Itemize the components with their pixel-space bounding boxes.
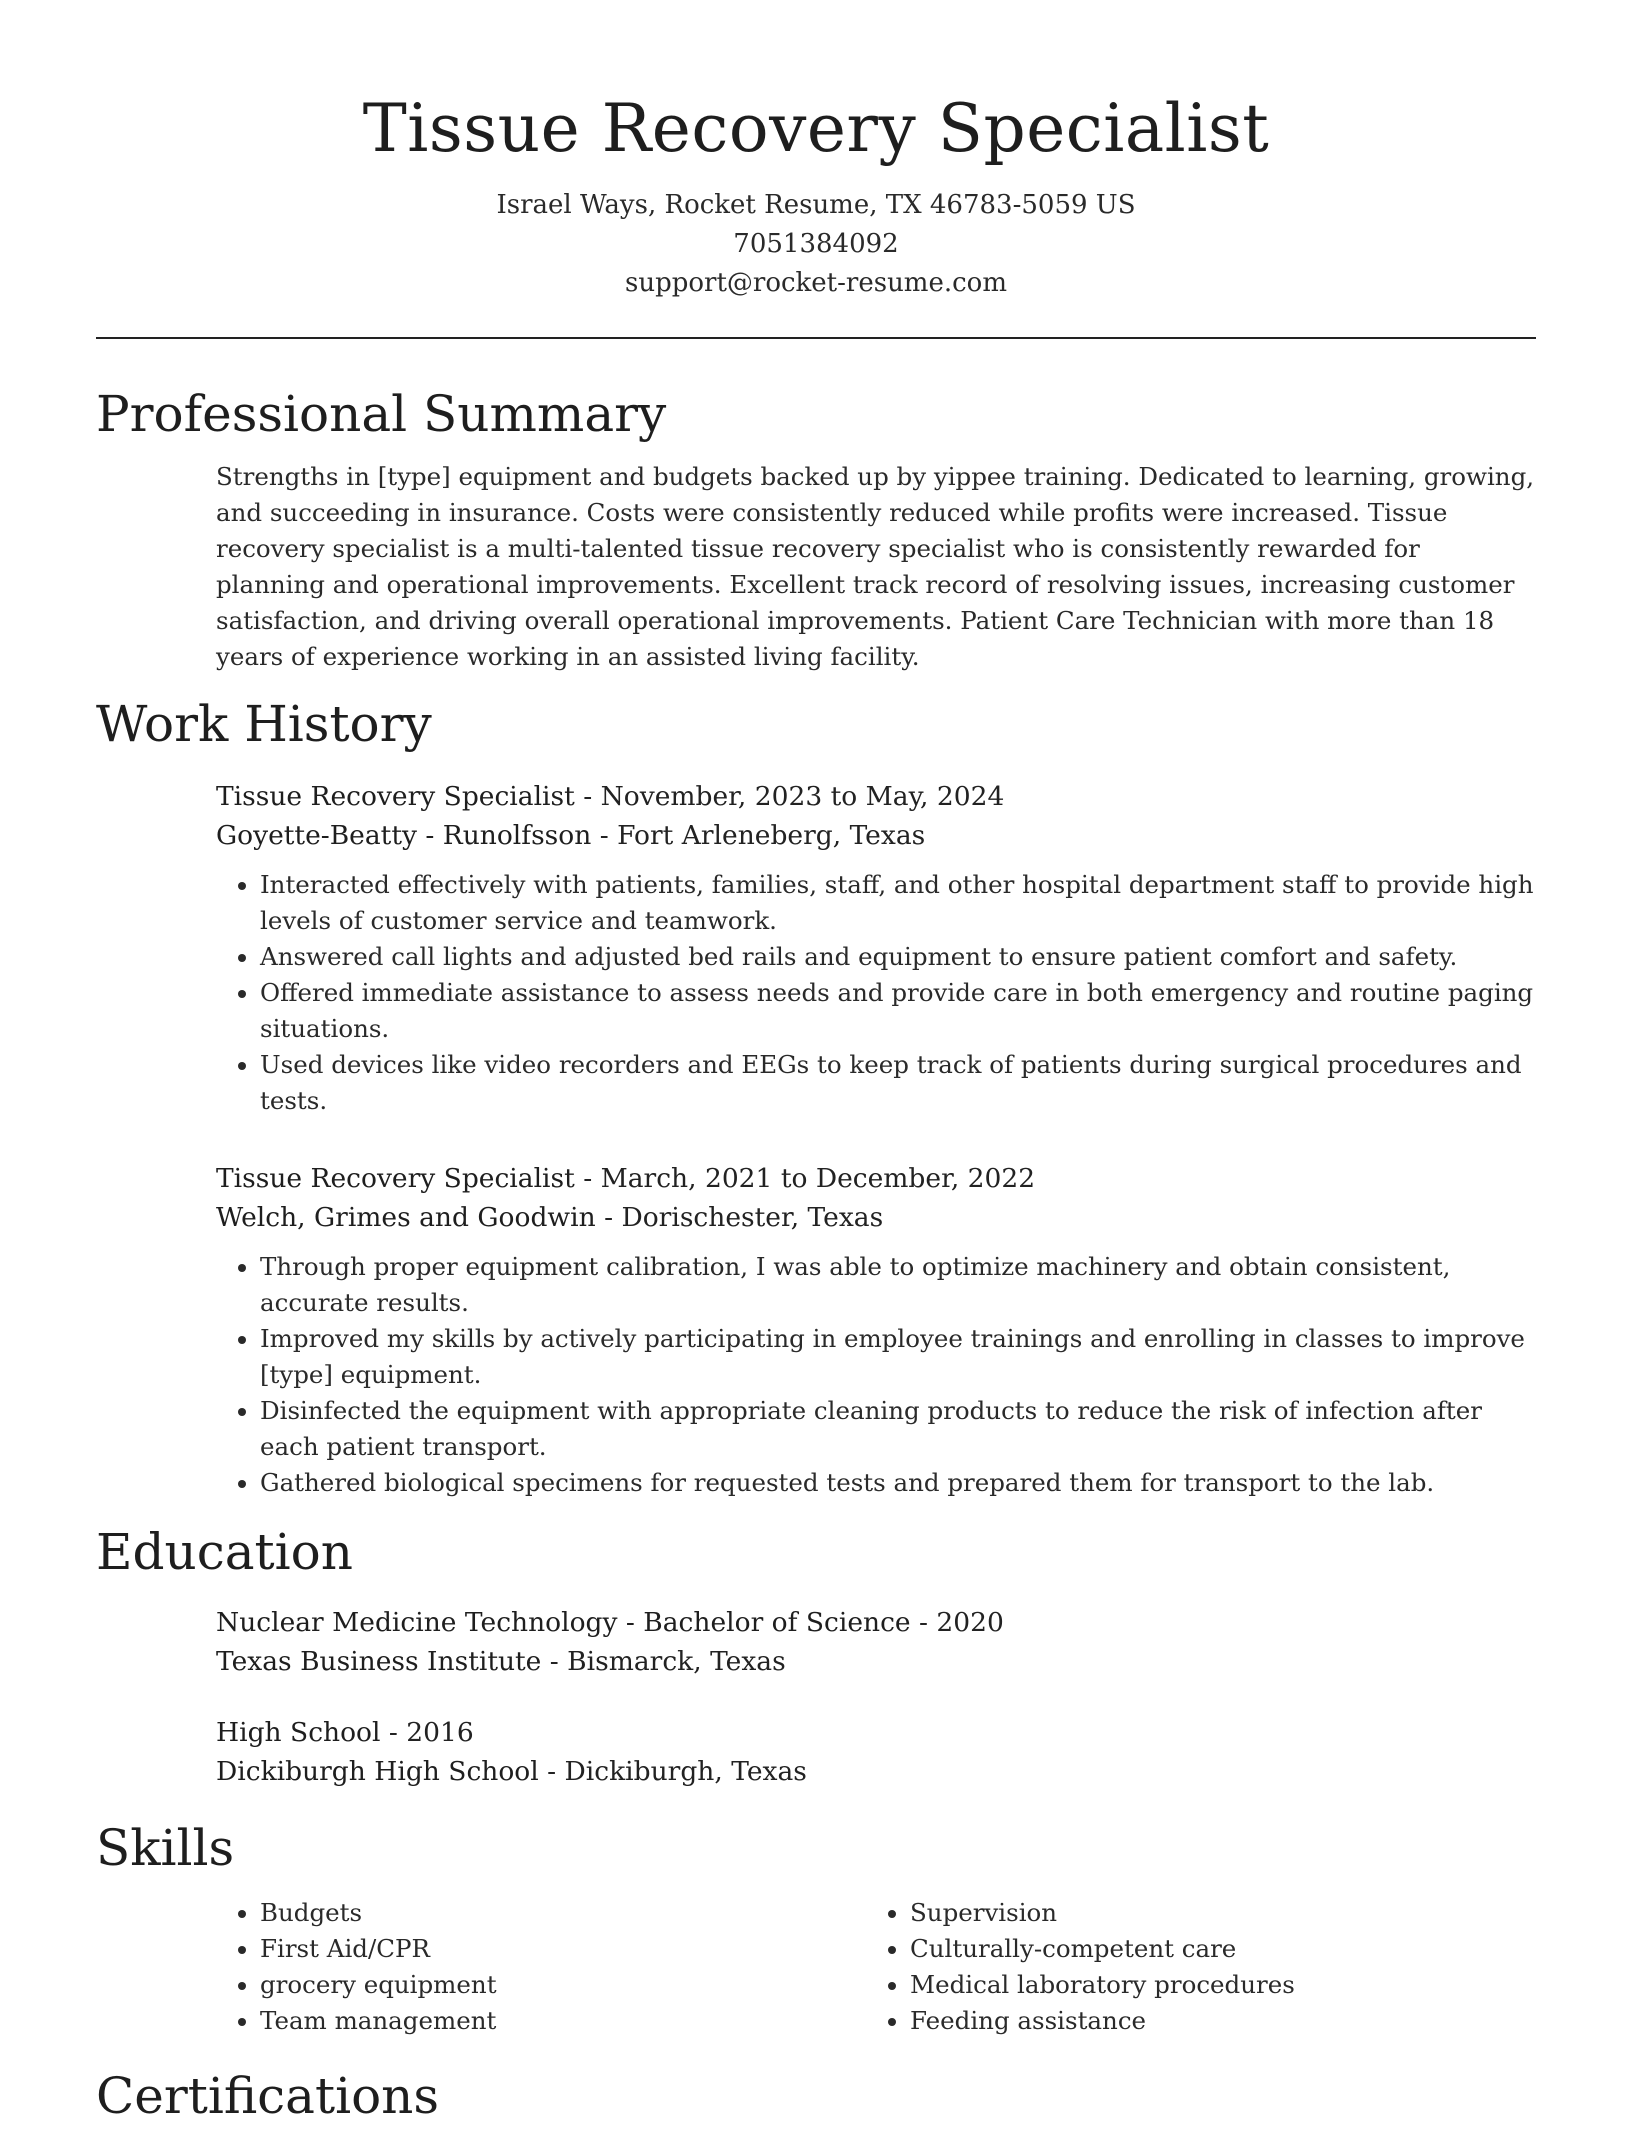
work-history-section [96,777,1536,1501]
skill-item: • Team management [260,2003,866,2039]
skills-grid [216,1895,1536,2039]
list-item: • Gathered biological specimens for requested tests and prepared them for transport to the lab. [260,1465,1536,1501]
header-divider [96,337,1536,339]
skill-item: • Feeding assistance [910,2003,1516,2039]
education-school: Dickiburgh High School [216,1756,539,1787]
contact-address: Israel Ways, Rocket Resume, TX 46783-5059 US [496,190,1136,220]
section-title-work-history: Work History [96,695,432,753]
skill-item: • Budgets [260,1895,866,1931]
contact-email: support@rocket-resume.com [624,268,1007,298]
job-dates: - November, 2023 to May, 2024 [574,781,1005,812]
education-school-line [216,1752,1536,1791]
job-bullets [216,1249,1536,1501]
section-title-certifications: Certifications [96,2067,440,2125]
resume-page [96,0,1536,2129]
candidate-name: Tissue Recovery Specialist [362,90,1270,167]
job-bullets [216,867,1536,1119]
skill-item: • First Aid/CPR [260,1931,866,1967]
skill-item: • Medical laboratory procedures [910,1967,1516,2003]
education-degree: Nuclear Medicine Technology - Bachelor of Science [216,1607,911,1638]
skill-item: • Supervision [910,1895,1516,1931]
education-entry [216,1713,1536,1791]
job-role: Tissue Recovery Specialist [216,1163,575,1194]
education-location: - Bismarck, Texas [541,1646,786,1677]
education-degree-line [216,1713,1536,1752]
job-role: Tissue Recovery Specialist [216,781,575,812]
education-year: - 2020 [910,1607,1004,1638]
education-degree: High School [216,1717,381,1748]
skills-column-left [216,1895,866,2039]
job-company-line [216,1198,1536,1237]
education-school-line [216,1642,1536,1681]
skills-column-right [866,1895,1516,2039]
section-title-education: Education [96,1523,353,1581]
job-company: Welch, Grimes and Goodwin [216,1202,596,1233]
job-location: - Fort Arleneberg, Texas [591,820,926,851]
job-location: - Dorischester, Texas [595,1202,884,1233]
contact-phone: 7051384092 [733,229,899,259]
education-location: - Dickiburgh, Texas [538,1756,807,1787]
job-title-line [216,777,1536,816]
list-item: • Interacted effectively with patients, families, staff, and other hospital department staff to provide high levels of customer service and teamwork. [260,867,1536,939]
education-section [96,1603,1536,1791]
section-title-skills: Skills [96,1819,235,1877]
skills-section [96,1895,1536,2039]
summary-text: Strengths in [type] equipment and budgets backed up by yippee training. Dedicated to learning, growing, and succeeding in insurance. Costs were consistently reduced while profits were increased. Tissue recovery specialist is a multi-talented tissue recovery specialist who is consistently rewarded for planning and operational improvements. Excellent track record of resolving issues, increasing customer satisfaction, and driving overall operational improvements. Patient Care Technician with more than 18 years of experience working in an assisted living facility. [216,462,1535,671]
education-school: Texas Business Institute [216,1646,542,1677]
education-degree-line [216,1603,1536,1642]
job-title-line [216,1159,1536,1198]
resume-header [96,0,1536,303]
education-entry [216,1603,1536,1681]
section-title-summary: Professional Summary [96,385,667,443]
job-entry [216,777,1536,1119]
job-company: Goyette-Beatty - Runolfsson [216,820,592,851]
skill-item: • grocery equipment [260,1967,866,2003]
list-item: • Disinfected the equipment with appropriate cleaning products to reduce the risk of infection after each patient transport. [260,1393,1536,1465]
list-item: • Improved my skills by actively participating in employee trainings and enrolling in classes to improve [type] equipment. [260,1321,1536,1393]
list-item: • Used devices like video recorders and EEGs to keep track of patients during surgical procedures and tests. [260,1047,1536,1119]
contact-block [96,186,1536,303]
job-entry [216,1159,1536,1501]
job-dates: - March, 2021 to December, 2022 [574,1163,1036,1194]
list-item: • Answered call lights and adjusted bed rails and equipment to ensure patient comfort and safety. [260,939,1536,975]
list-item: • Offered immediate assistance to assess needs and provide care in both emergency and routine paging situations. [260,975,1536,1047]
summary-section [96,459,1536,675]
skill-item: • Culturally-competent care [910,1931,1516,1967]
list-item: • Through proper equipment calibration, I was able to optimize machinery and obtain consistent, accurate results. [260,1249,1536,1321]
job-company-line [216,816,1536,855]
education-year: - 2016 [380,1717,474,1748]
